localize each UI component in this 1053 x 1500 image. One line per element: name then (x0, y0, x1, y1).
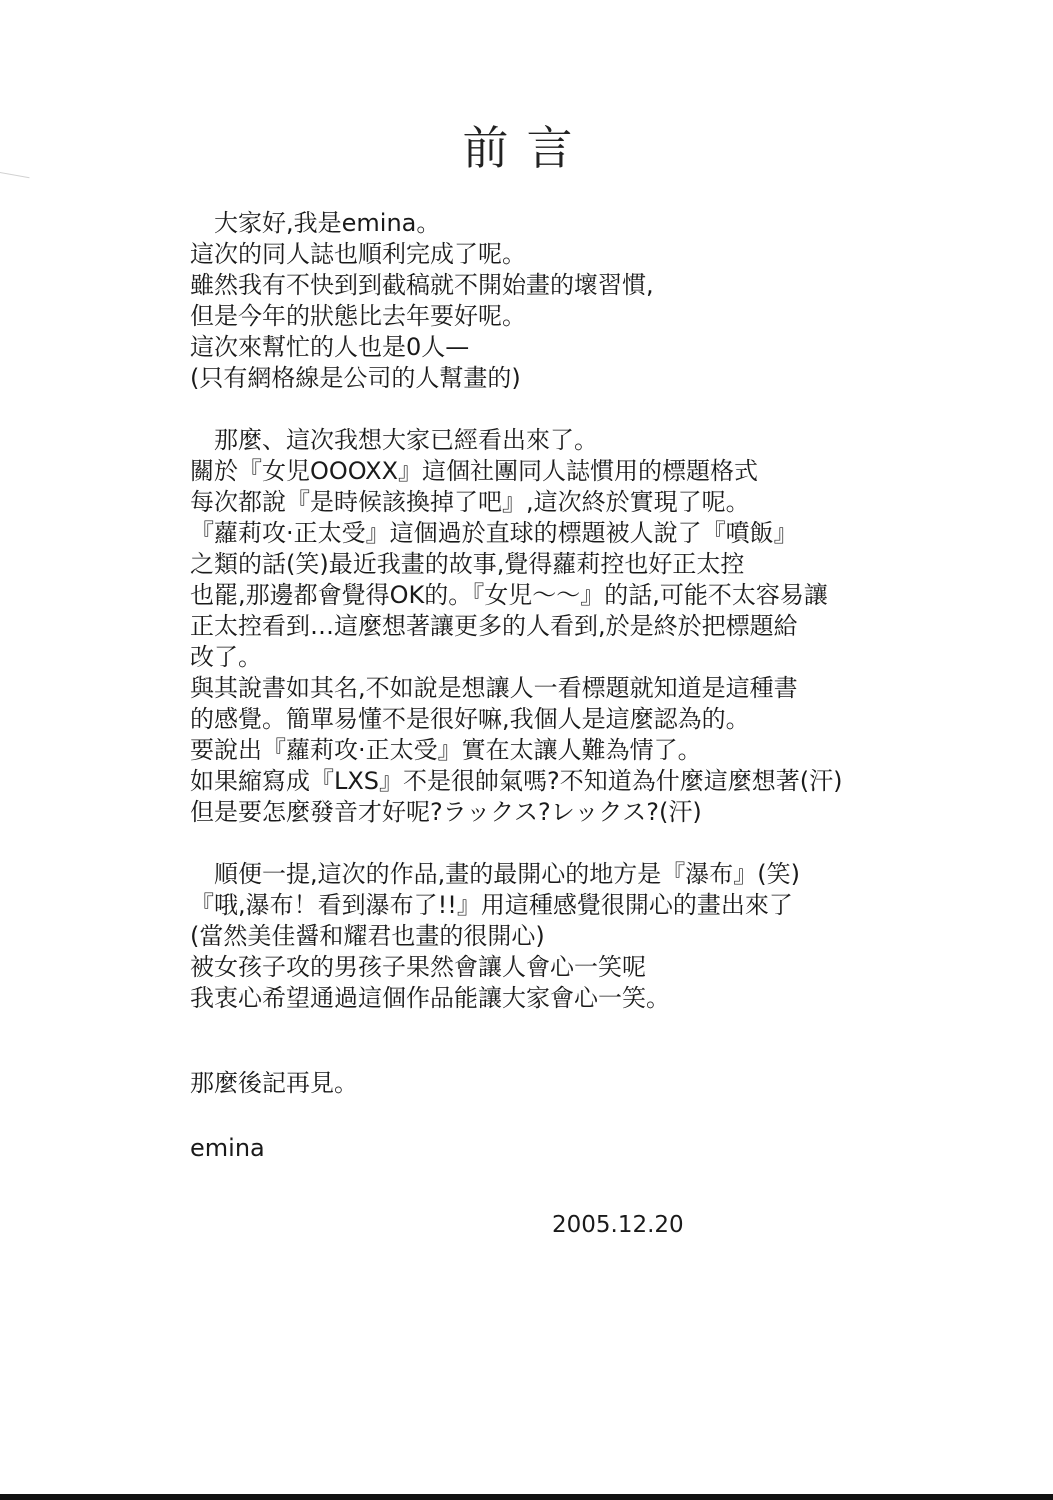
closing-line: 那麼後記再見。 (190, 1069, 358, 1097)
author-signature: emina (190, 1134, 265, 1162)
text-line: (當然美佳醤和耀君也畫的很開心) (190, 922, 545, 950)
text-line: 改了。 (190, 643, 262, 671)
text-line: 與其說書如其名,不如說是想讓人一看標題就知道是這種書 (190, 674, 798, 702)
text-line: 這次的同人誌也順利完成了呢。 (190, 240, 526, 268)
text-line: 關於『女児OOOXX』這個社團同人誌慣用的標題格式 (190, 457, 759, 485)
paragraph-spacer (190, 828, 950, 859)
text-line: 如果縮寫成『LXS』不是很帥氣嗎?不知道為什麼這麼想著(汗) (190, 767, 843, 795)
paragraph-greeting (190, 208, 950, 394)
text-line: 正太控看到…這麼想著讓更多的人看到,於是終於把標題給 (190, 612, 798, 640)
paragraph-spacer (190, 1099, 950, 1133)
paragraph-title-change (190, 425, 950, 828)
page-title: 前言 (462, 121, 591, 175)
text-line: 被女孩子攻的男孩子果然會讓人會心一笑呢 (190, 953, 646, 981)
text-line: 但是要怎麼發音才好呢?ラックス?レックス?(汗) (190, 798, 702, 826)
text-line: 要說出『蘿莉攻·正太受』實在太讓人難為情了。 (190, 736, 702, 764)
page-edge (0, 1494, 1053, 1500)
text-line: (只有網格線是公司的人幫畫的) (190, 364, 521, 392)
text-line: 『蘿莉攻·正太受』這個過於直球的標題被人說了『噴飯』 (190, 519, 798, 547)
text-line: 那麼、這次我想大家已經看出來了。 (190, 426, 598, 454)
paragraph-spacer (190, 394, 950, 425)
text-line: 『哦,瀑布！看到瀑布了!!』用這種感覺很開心的畫出來了 (190, 891, 793, 919)
text-line: 順便一提,這次的作品,畫的最開心的地方是『瀑布』(笑) (190, 860, 800, 888)
text-line: 每次都說『是時候該換掉了吧』,這次終於實現了呢。 (190, 488, 750, 516)
date-stamp: 2005.12.20 (552, 1212, 684, 1238)
text-line: 之類的話(笑)最近我畫的故事,覺得蘿莉控也好正太控 (190, 550, 745, 578)
text-line: 大家好,我是emina。 (190, 209, 441, 237)
preface-body (190, 208, 950, 1164)
paragraph-waterfall (190, 859, 950, 1014)
text-line: 我衷心希望通過這個作品能讓大家會心一笑。 (190, 984, 670, 1012)
text-line: 也罷,那邊都會覺得OK的。『女児～～』的話,可能不太容易讓 (190, 581, 828, 609)
paragraph-spacer (190, 1014, 950, 1068)
text-line: 這次來幫忙的人也是0人— (190, 333, 470, 361)
text-line: 的感覺。簡單易懂不是很好嘛,我個人是這麼認為的。 (190, 705, 750, 733)
text-line: 但是今年的狀態比去年要好呢。 (190, 302, 526, 330)
text-line: 雖然我有不快到到截稿就不開始畫的壞習慣, (190, 271, 654, 299)
